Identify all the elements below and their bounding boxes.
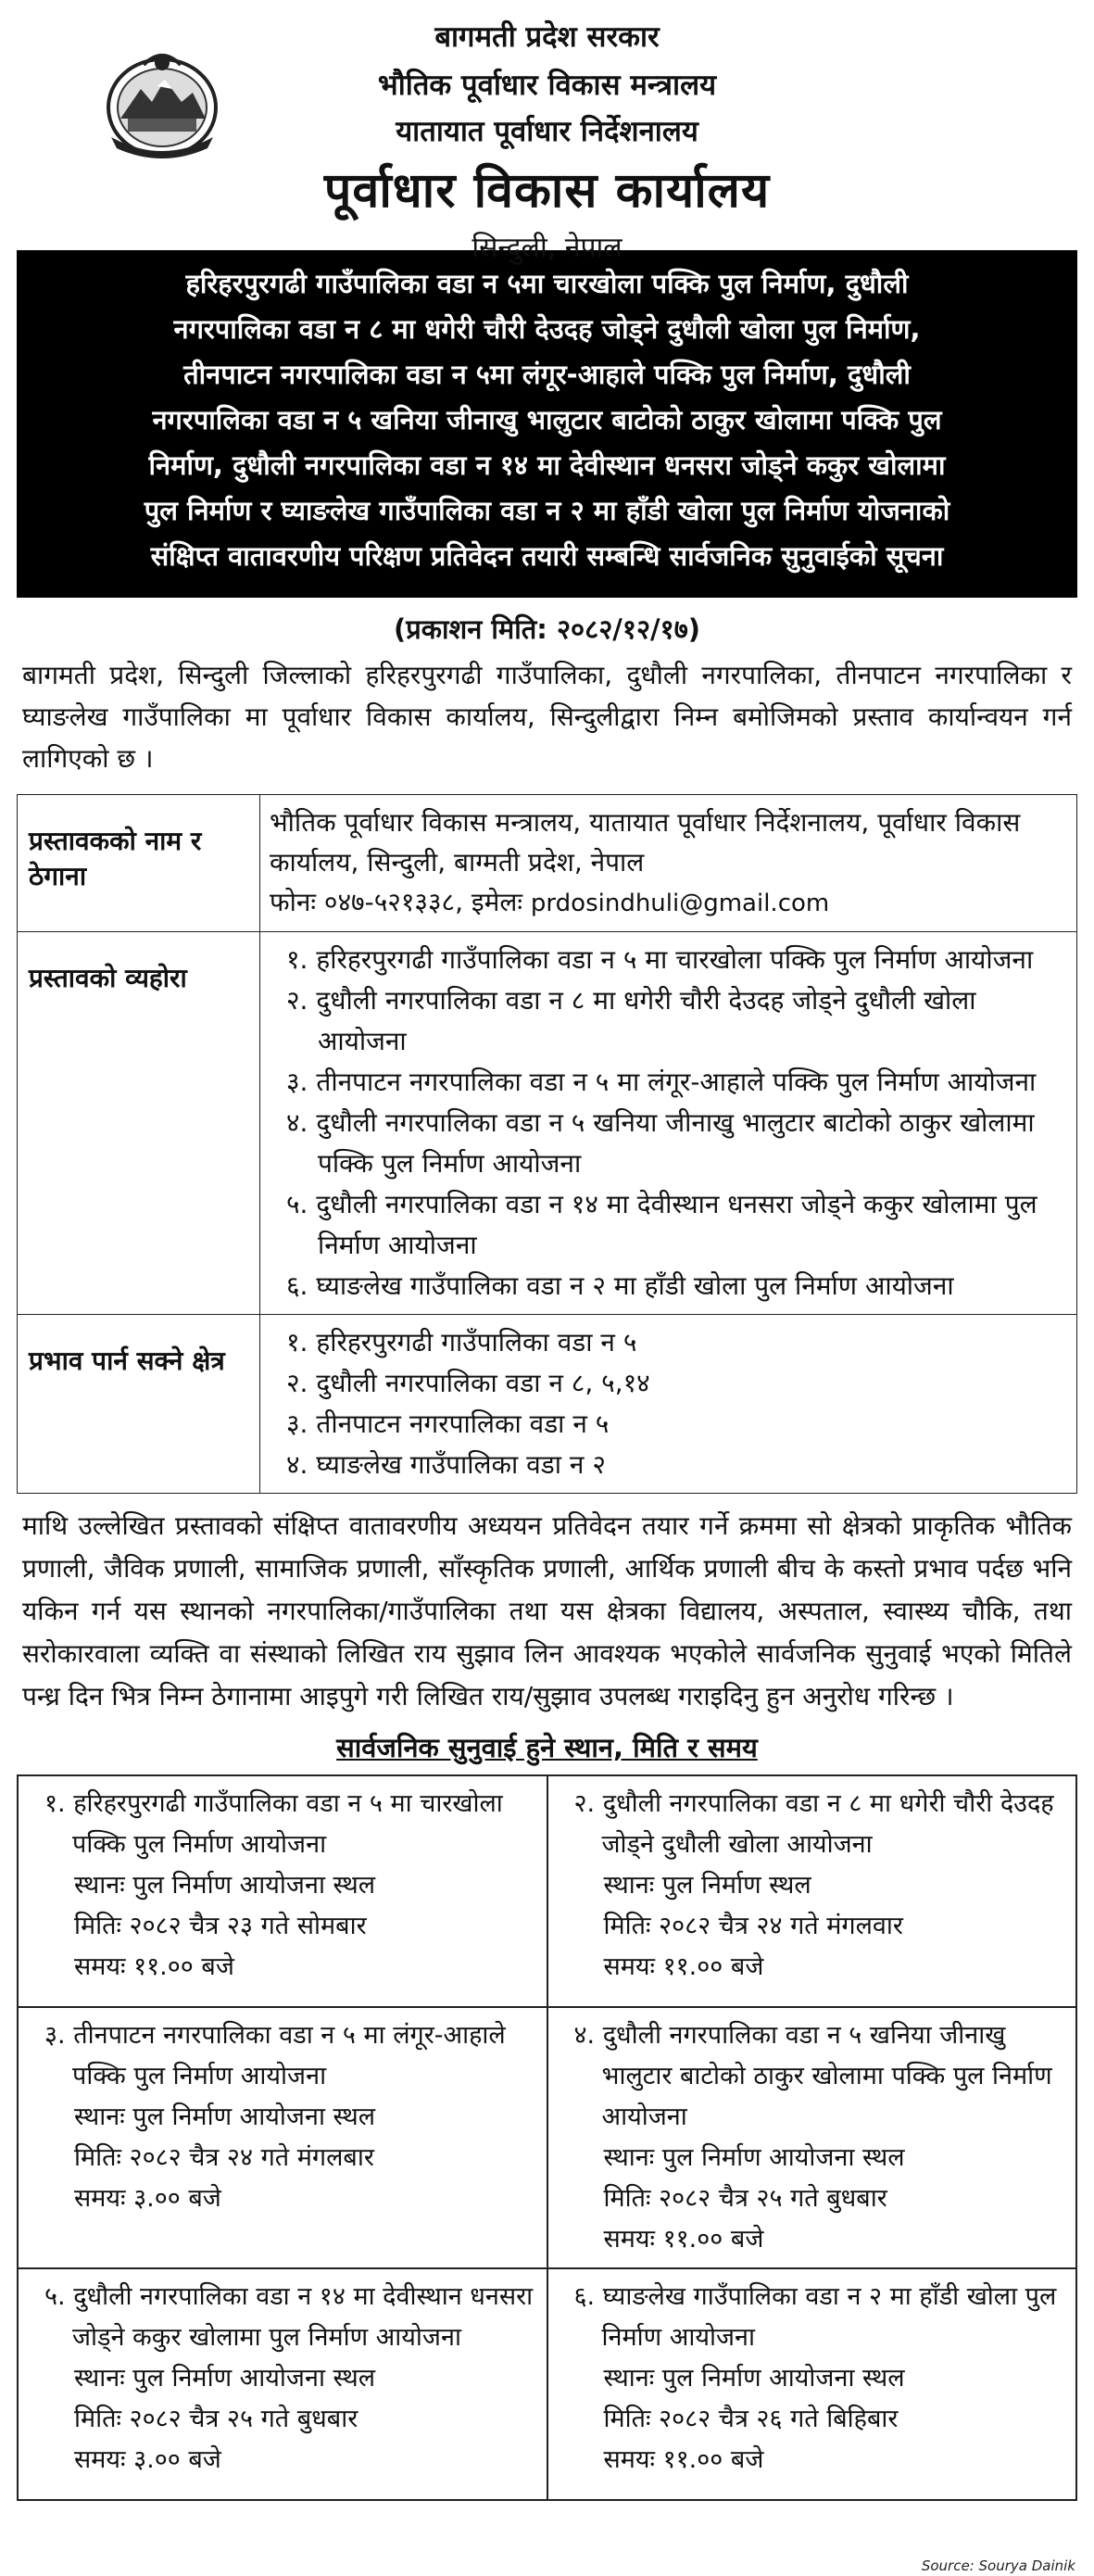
list-item: ३. तीनपाटन नगरपालिका वडा न ५ मा लंगूर-आहाले पक्कि पुल निर्माण आयोजना bbox=[286, 1067, 1037, 1097]
hearing-time: समयः ३.०० बजे bbox=[74, 2445, 221, 2474]
list-item: ४. घ्याङलेख गाउँपालिका वडा न २ bbox=[286, 1449, 606, 1480]
banner-line: नगरपालिका वडा न ५ खनिया जीनाखु भालुटार बाटोको ठाकुर खोलामा पक्कि पुल bbox=[152, 404, 942, 436]
proposal-label: प्रस्तावको व्यहोरा bbox=[18, 932, 260, 1315]
intro-paragraph: बागमती प्रदेश, सिन्दुली जिल्लाको हरिहरपुरगढी गाउँपालिका, दुधौली नगरपालिका, तीनपाटन नगरपालिका र घ्याङलेख गाउँपालिका मा पूर्वाधार विकास कार्यालय, सिन्दुलीद्वारा निम्न बमोजिमको प्रस्ताव कार्यान्वयन गर्न लागिएको छ । bbox=[22, 660, 1072, 774]
list-item: ३. तीनपाटन नगरपालिका वडा न ५ bbox=[286, 1408, 610, 1439]
hearing-time: समयः ११.०० बजे bbox=[603, 1952, 764, 1981]
hearing-time: समयः ११.०० बजे bbox=[603, 2445, 764, 2474]
hearing-project: १. हरिहरपुरगढी गाउँपालिका वडा न ५ मा चारखोला पक्कि पुल निर्माण आयोजना bbox=[44, 1789, 503, 1859]
banner-line: तीनपाटन नगरपालिका वडा न ५मा लंगूर-आहाले पक्कि पुल निर्माण, दुधौली bbox=[183, 359, 911, 390]
hearing-place: स्थानः पुल निर्माण आयोजना स्थल bbox=[603, 2143, 905, 2172]
hearing-date: मितिः २०८२ चैत्र २४ गते मंगलवार bbox=[603, 1912, 903, 1940]
hearing-time: समयः ११.०० बजे bbox=[603, 2225, 764, 2254]
hearing-cell bbox=[547, 1775, 1077, 2007]
hearing-project: ५. दुधौली नगरपालिका वडा न १४ मा देवीस्थान धनसरा जोड्ने ककुर खोलामा पुल निर्माण आयोजना bbox=[44, 2282, 534, 2352]
notice-header bbox=[17, 7, 1077, 264]
hearing-time: समयः ११.०० बजे bbox=[74, 1952, 234, 1981]
hearing-place: स्थानः पुल निर्माण आयोजना स्थल bbox=[74, 2364, 376, 2393]
proposer-address: भौतिक पूर्वाधार विकास मन्त्रालय, यातायात पूर्वाधार निर्देशनालय, पूर्वाधार विकास कार्यालय, सिन्दुली, बाग्मती प्रदेश, नेपाल bbox=[270, 807, 1021, 878]
list-item: ५. दुधौली नगरपालिका वडा न १४ मा देवीस्थान धनसरा जोड्ने ककुर खोलामा पुल निर्माण आयोजना bbox=[286, 1189, 1037, 1260]
proposer-value bbox=[260, 795, 1077, 932]
proposer-contact bbox=[270, 882, 1067, 924]
proposer-label: प्रस्तावकको नाम र ठेगाना bbox=[18, 795, 260, 932]
banner-line: पुल निर्माण र घ्याङलेख गाउँपालिका वडा न २ मा हाँडी खोला पुल निर्माण योजनाको bbox=[144, 495, 950, 526]
impact-area-value bbox=[260, 1315, 1077, 1494]
list-item: २. दुधौली नगरपालिका वडा न ८, ५,१४ bbox=[286, 1368, 650, 1398]
hearing-place: स्थानः पुल निर्माण आयोजना स्थल bbox=[74, 2102, 376, 2131]
proposal-table bbox=[17, 794, 1077, 1494]
hearing-project: २. दुधौली नगरपालिका वडा न ८ मा धगेरी चौरी देउदह जोड्ने दुधौली खोला आयोजना bbox=[573, 1789, 1054, 1859]
impact-area-label: प्रभाव पार्न सक्ने क्षेत्र bbox=[18, 1315, 260, 1494]
hearing-cell bbox=[18, 1775, 547, 2007]
hearing-date: मितिः २०८२ चैत्र २५ गते बुधबार bbox=[603, 2184, 887, 2213]
hearing-cell bbox=[18, 2007, 547, 2268]
table-row bbox=[18, 795, 1077, 932]
hearing-project: ३. तीनपाटन नगरपालिका वडा न ५ मा लंगूर-आहाले पक्कि पुल निर्माण आयोजना bbox=[44, 2021, 506, 2090]
source-credit: Source: Sourya Dainik bbox=[921, 2557, 1075, 2574]
hearing-project: ६. घ्याङलेख गाउँपालिका वडा न २ मा हाँडी खोला पुल निर्माण आयोजना bbox=[573, 2282, 1057, 2352]
banner-line: संक्षिप्त वातावरणीय परिक्षण प्रतिवेदन तयारी सम्बन्धि सार्वजनिक सुनुवाईको सूचना bbox=[150, 540, 944, 572]
proposal-list bbox=[270, 940, 1067, 1307]
hearing-section-title: सार्वजनिक सुनुवाई हुने स्थान, मिति र समय bbox=[336, 1732, 758, 1763]
publication-date: (प्रकाशन मिति: २०८२/१२/१७) bbox=[393, 613, 701, 645]
impact-area-list bbox=[270, 1322, 1067, 1485]
header-location: सिन्दुली, नेपाल bbox=[472, 232, 622, 264]
nepal-government-emblem-icon bbox=[93, 44, 232, 165]
hearing-date: मितिः २०८२ चैत्र २३ गते सोमबार bbox=[74, 1912, 367, 1940]
request-paragraph: माथि उल्लेखित प्रस्तावको संक्षिप्त वातावरणीय अध्ययन प्रतिवेदन तयार गर्ने क्रममा सो क्षेत्रको प्राकृतिक भौतिक प्रणाली, जैविक प्रणाली, सामाजिक प्रणाली, साँस्कृतिक प्रणाली, आर्थिक प्रणाली बीच के कस्तो प्रभाव पर्दछ भनि यकिन गर्न यस स्थानको नगरपालिका/गाउँपालिका तथा यस क्षेत्रका विद्यालय, अस्पताल, स्वास्थ्य चौकि, तथा सरोकारवाला व्यक्ति वा संस्थाको लिखित राय सुझाव लिन आवश्यक भएकोले सार्वजनिक सुनुवाई भएको मितिले पन्ध्र दिन भित्र निम्न ठेगानामा आइपुगे गरी लिखित राय/सुझाव उपलब्ध गराइदिनु हुन अनुरोध गरिन्छ । bbox=[22, 1510, 1072, 1711]
header-line-ministry: भौतिक पूर्वाधार विकास मन्त्रालय bbox=[377, 69, 717, 102]
list-item: २. दुधौली नगरपालिका वडा न ८ मा धगेरी चौरी देउदह जोड्ने दुधौली खोला आयोजना bbox=[286, 985, 976, 1056]
phone-text: फोनः ०४७-५२१३३८, इमेलः bbox=[270, 887, 523, 917]
banner-line: नगरपालिका वडा न ८ मा धगेरी चौरी देउदह जोड्ने दुधौली खोला पुल निर्माण, bbox=[173, 313, 921, 345]
proposal-value bbox=[260, 932, 1077, 1315]
hearing-date: मितिः २०८२ चैत्र २५ गते बुधबार bbox=[74, 2405, 358, 2433]
table-row bbox=[18, 1315, 1077, 1494]
list-item: ४. दुधौली नगरपालिका वडा न ५ खनिया जीनाखु भालुटार बाटोको ठाकुर खोलामा पक्कि पुल निर्माण आयोजना bbox=[286, 1107, 1035, 1179]
hearing-place: स्थानः पुल निर्माण आयोजना स्थल bbox=[74, 1871, 376, 1900]
hearing-cell bbox=[547, 2007, 1077, 2268]
list-item: १. हरिहरपुरगढी गाउँपालिका वडा न ५ मा चारखोला पक्कि पुल निर्माण आयोजना bbox=[286, 944, 1034, 975]
hearing-time: समयः ३.०० बजे bbox=[74, 2184, 221, 2213]
hearing-place: स्थानः पुल निर्माण स्थल bbox=[603, 1871, 811, 1900]
header-line-province: बागमती प्रदेश सरकार bbox=[434, 20, 660, 54]
notice-page bbox=[17, 7, 1077, 2551]
hearing-project: ४. दुधौली नगरपालिका वडा न ५ खनिया जीनाखु भालुटार बाटोको ठाकुर खोलामा पक्कि पुल निर्माण आयोजना bbox=[573, 2021, 1052, 2131]
hearing-cell bbox=[18, 2268, 547, 2500]
header-line-directorate: यातायात पूर्वाधार निर्देशनालय bbox=[396, 115, 698, 148]
hearing-schedule-grid bbox=[17, 1774, 1077, 2501]
hearing-date: मितिः २०८२ चैत्र २६ गते बिहिबार bbox=[603, 2405, 899, 2433]
notice-banner bbox=[17, 250, 1077, 598]
list-item: ६. घ्याङलेख गाउँपालिका वडा न २ मा हाँडी खोला पुल निर्माण आयोजना bbox=[286, 1270, 954, 1301]
hearing-place: स्थानः पुल निर्माण आयोजना स्थल bbox=[603, 2364, 905, 2393]
header-office-title: पूर्वाधार विकास कार्यालय bbox=[323, 163, 771, 219]
email-link[interactable]: prdosindhuli@gmail.com bbox=[530, 890, 830, 917]
banner-line: निर्माण, दुधौली नगरपालिका वडा न १४ मा देवीस्थान धनसरा जोड्ने ककुर खोलामा bbox=[148, 449, 946, 481]
banner-line: हरिहरपुरगढी गाउँपालिका वडा न ५मा चारखोला पक्कि पुल निर्माण, दुधौली bbox=[185, 268, 909, 299]
hearing-date: मितिः २०८२ चैत्र २४ गते मंगलबार bbox=[74, 2143, 374, 2172]
hearing-cell bbox=[547, 2268, 1077, 2500]
list-item: १. हरिहरपुरगढी गाउँपालिका वडा न ५ bbox=[286, 1327, 637, 1357]
table-row bbox=[18, 932, 1077, 1315]
